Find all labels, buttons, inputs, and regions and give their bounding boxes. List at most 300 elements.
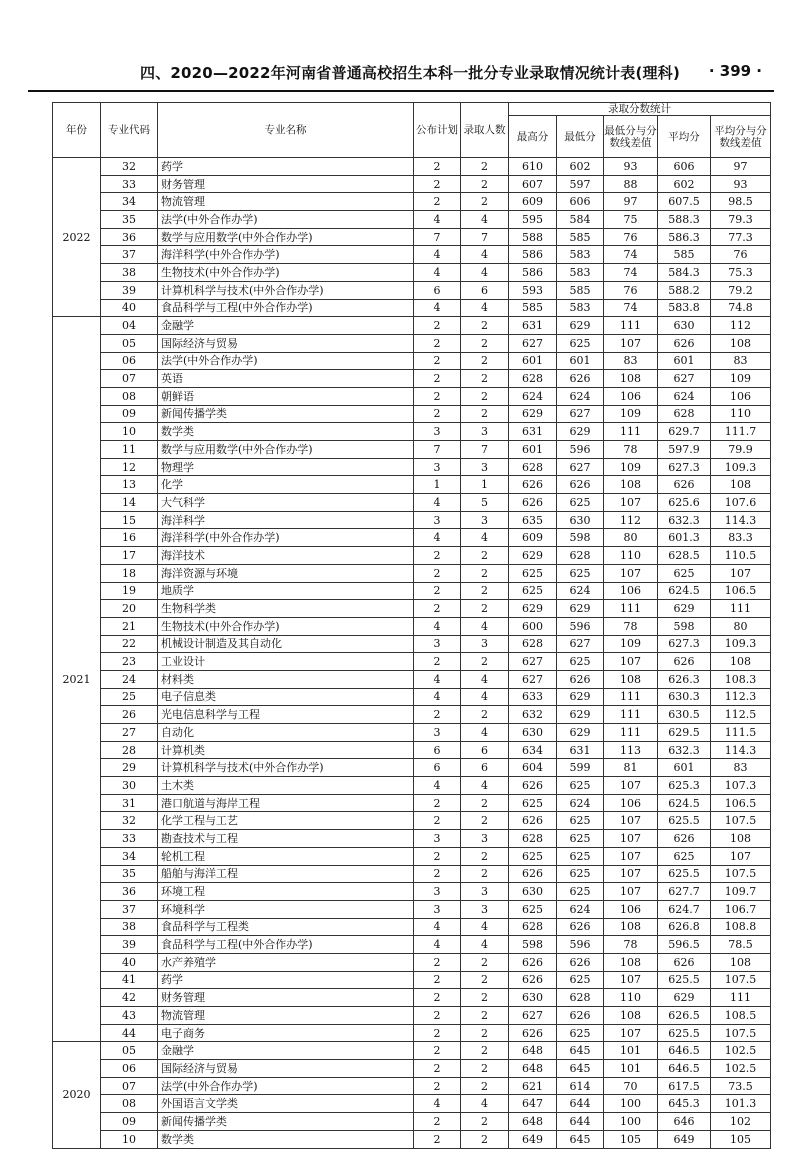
name-cell: 法学(中外合作办学) — [158, 1077, 414, 1095]
min-cell: 645 — [557, 1060, 604, 1078]
name-cell: 生物科学类 — [158, 600, 414, 618]
plan-cell: 3 — [414, 423, 461, 441]
avg-diff-cell: 107.5 — [711, 971, 771, 989]
avg-diff-cell: 107.3 — [711, 777, 771, 795]
table-row — [53, 741, 771, 759]
plan-cell: 2 — [414, 989, 461, 1007]
avg-diff-cell: 111 — [711, 989, 771, 1007]
table-body — [53, 158, 771, 1149]
code-cell: 06 — [101, 1060, 158, 1078]
table-row — [53, 281, 771, 299]
code-cell: 30 — [101, 777, 158, 795]
table-row — [53, 1024, 771, 1042]
avg-diff-cell: 112.5 — [711, 706, 771, 724]
max-cell: 626 — [509, 971, 557, 989]
max-cell: 626 — [509, 1024, 557, 1042]
max-cell: 635 — [509, 511, 557, 529]
admitted-cell: 2 — [461, 370, 509, 388]
code-cell: 26 — [101, 706, 158, 724]
min-diff-cell: 76 — [604, 281, 658, 299]
plan-cell: 7 — [414, 441, 461, 459]
admitted-cell: 4 — [461, 777, 509, 795]
admission-table — [52, 102, 771, 1149]
admitted-cell: 3 — [461, 423, 509, 441]
code-cell: 16 — [101, 529, 158, 547]
avg-cell: 607.5 — [658, 193, 711, 211]
name-cell: 水产养殖学 — [158, 953, 414, 971]
admitted-cell: 2 — [461, 582, 509, 600]
avg-diff-cell: 110.5 — [711, 547, 771, 565]
avg-cell: 624.7 — [658, 900, 711, 918]
code-cell: 12 — [101, 458, 158, 476]
min-diff-cell: 81 — [604, 759, 658, 777]
code-cell: 15 — [101, 511, 158, 529]
min-cell: 627 — [557, 458, 604, 476]
code-cell: 36 — [101, 883, 158, 901]
admitted-cell: 3 — [461, 458, 509, 476]
table-row — [53, 635, 771, 653]
table-row — [53, 777, 771, 795]
min-diff-cell: 78 — [604, 441, 658, 459]
admitted-cell: 2 — [461, 1007, 509, 1025]
admitted-cell: 2 — [461, 387, 509, 405]
name-cell: 法学(中外合作办学) — [158, 211, 414, 229]
avg-diff-cell: 83 — [711, 352, 771, 370]
admitted-cell: 6 — [461, 759, 509, 777]
min-diff-cell: 108 — [604, 476, 658, 494]
max-cell: 627 — [509, 1007, 557, 1025]
max-cell: 648 — [509, 1042, 557, 1060]
max-cell: 601 — [509, 352, 557, 370]
name-cell: 数学类 — [158, 423, 414, 441]
min-diff-cell: 106 — [604, 387, 658, 405]
name-cell: 轮机工程 — [158, 847, 414, 865]
name-cell: 环境科学 — [158, 900, 414, 918]
min-diff-cell: 107 — [604, 777, 658, 795]
min-cell: 625 — [557, 564, 604, 582]
avg-diff-cell: 111.7 — [711, 423, 771, 441]
name-cell: 材料类 — [158, 670, 414, 688]
min-diff-cell: 108 — [604, 370, 658, 388]
admitted-cell: 2 — [461, 1130, 509, 1148]
avg-cell: 626.5 — [658, 1007, 711, 1025]
min-cell: 625 — [557, 865, 604, 883]
header-avg-diff: 平均分与分数线差值 — [711, 116, 771, 158]
table-row — [53, 264, 771, 282]
admitted-cell: 6 — [461, 281, 509, 299]
code-cell: 41 — [101, 971, 158, 989]
avg-diff-cell: 108 — [711, 953, 771, 971]
max-cell: 624 — [509, 387, 557, 405]
code-cell: 08 — [101, 387, 158, 405]
avg-cell: 588.2 — [658, 281, 711, 299]
table-row — [53, 971, 771, 989]
code-cell: 40 — [101, 953, 158, 971]
avg-diff-cell: 114.3 — [711, 511, 771, 529]
code-cell: 04 — [101, 317, 158, 335]
avg-cell: 601 — [658, 759, 711, 777]
table-row — [53, 883, 771, 901]
table-row — [53, 211, 771, 229]
plan-cell: 3 — [414, 900, 461, 918]
min-diff-cell: 111 — [604, 706, 658, 724]
min-cell: 626 — [557, 918, 604, 936]
max-cell: 626 — [509, 777, 557, 795]
min-diff-cell: 76 — [604, 228, 658, 246]
name-cell: 新闻传播学类 — [158, 1113, 414, 1131]
table-row — [53, 441, 771, 459]
min-cell: 624 — [557, 387, 604, 405]
code-cell: 21 — [101, 617, 158, 635]
code-cell: 44 — [101, 1024, 158, 1042]
table-row — [53, 600, 771, 618]
max-cell: 647 — [509, 1095, 557, 1113]
code-cell: 22 — [101, 635, 158, 653]
code-cell: 07 — [101, 370, 158, 388]
avg-cell: 624.5 — [658, 582, 711, 600]
avg-diff-cell: 106 — [711, 387, 771, 405]
avg-diff-cell: 109.3 — [711, 635, 771, 653]
min-diff-cell: 107 — [604, 812, 658, 830]
code-cell: 11 — [101, 441, 158, 459]
plan-cell: 2 — [414, 334, 461, 352]
avg-cell: 624 — [658, 387, 711, 405]
name-cell: 工业设计 — [158, 653, 414, 671]
table-row — [53, 847, 771, 865]
avg-cell: 626 — [658, 334, 711, 352]
min-diff-cell: 107 — [604, 494, 658, 512]
name-cell: 药学 — [158, 971, 414, 989]
name-cell: 计算机科学与技术(中外合作办学) — [158, 759, 414, 777]
avg-cell: 624.5 — [658, 794, 711, 812]
page-title: 四、2020—2022年河南省普通高校招生本科一批分专业录取情况统计表(理科) — [140, 64, 681, 82]
plan-cell: 2 — [414, 405, 461, 423]
table-row — [53, 547, 771, 565]
code-cell: 27 — [101, 724, 158, 742]
plan-cell: 4 — [414, 670, 461, 688]
avg-cell: 626 — [658, 953, 711, 971]
min-cell: 583 — [557, 264, 604, 282]
table-row — [53, 830, 771, 848]
avg-diff-cell: 108.3 — [711, 670, 771, 688]
avg-cell: 630 — [658, 317, 711, 335]
max-cell: 631 — [509, 317, 557, 335]
min-diff-cell: 107 — [604, 971, 658, 989]
year-cell: 2020 — [53, 1042, 101, 1148]
code-cell: 35 — [101, 211, 158, 229]
avg-diff-cell: 106.5 — [711, 582, 771, 600]
table-row — [53, 370, 771, 388]
avg-diff-cell: 108 — [711, 476, 771, 494]
avg-diff-cell: 76 — [711, 246, 771, 264]
name-cell: 化学 — [158, 476, 414, 494]
admitted-cell: 2 — [461, 706, 509, 724]
admitted-cell: 2 — [461, 564, 509, 582]
code-cell: 33 — [101, 175, 158, 193]
admitted-cell: 7 — [461, 441, 509, 459]
min-cell: 625 — [557, 883, 604, 901]
min-cell: 626 — [557, 1007, 604, 1025]
name-cell: 电子信息类 — [158, 688, 414, 706]
table-row — [53, 387, 771, 405]
admitted-cell: 4 — [461, 670, 509, 688]
max-cell: 627 — [509, 653, 557, 671]
avg-cell: 627 — [658, 370, 711, 388]
max-cell: 598 — [509, 936, 557, 954]
avg-cell: 632.3 — [658, 741, 711, 759]
admitted-cell: 4 — [461, 918, 509, 936]
admitted-cell: 2 — [461, 794, 509, 812]
plan-cell: 3 — [414, 830, 461, 848]
min-diff-cell: 100 — [604, 1113, 658, 1131]
code-cell: 13 — [101, 476, 158, 494]
admitted-cell: 2 — [461, 600, 509, 618]
avg-cell: 629.5 — [658, 724, 711, 742]
min-cell: 625 — [557, 1024, 604, 1042]
min-cell: 629 — [557, 600, 604, 618]
admitted-cell: 2 — [461, 352, 509, 370]
name-cell: 数学与应用数学(中外合作办学) — [158, 441, 414, 459]
plan-cell: 4 — [414, 777, 461, 795]
code-cell: 09 — [101, 1113, 158, 1131]
table-row — [53, 511, 771, 529]
table-row — [53, 706, 771, 724]
name-cell: 数学类 — [158, 1130, 414, 1148]
name-cell: 地质学 — [158, 582, 414, 600]
avg-diff-cell: 108 — [711, 334, 771, 352]
max-cell: 626 — [509, 494, 557, 512]
header-rule — [28, 90, 774, 92]
name-cell: 数学与应用数学(中外合作办学) — [158, 228, 414, 246]
max-cell: 648 — [509, 1113, 557, 1131]
max-cell: 626 — [509, 476, 557, 494]
min-cell: 601 — [557, 352, 604, 370]
admitted-cell: 2 — [461, 653, 509, 671]
min-diff-cell: 83 — [604, 352, 658, 370]
plan-cell: 2 — [414, 1024, 461, 1042]
max-cell: 585 — [509, 299, 557, 317]
min-cell: 631 — [557, 741, 604, 759]
avg-cell: 601 — [658, 352, 711, 370]
max-cell: 586 — [509, 246, 557, 264]
min-diff-cell: 111 — [604, 688, 658, 706]
min-cell: 625 — [557, 971, 604, 989]
avg-cell: 596.5 — [658, 936, 711, 954]
avg-diff-cell: 105 — [711, 1130, 771, 1148]
min-diff-cell: 80 — [604, 529, 658, 547]
table-row — [53, 564, 771, 582]
min-cell: 629 — [557, 724, 604, 742]
avg-diff-cell: 107.5 — [711, 865, 771, 883]
avg-diff-cell: 108.5 — [711, 1007, 771, 1025]
max-cell: 629 — [509, 600, 557, 618]
name-cell: 财务管理 — [158, 175, 414, 193]
avg-cell: 626 — [658, 476, 711, 494]
code-cell: 08 — [101, 1095, 158, 1113]
admitted-cell: 3 — [461, 511, 509, 529]
admitted-cell: 4 — [461, 617, 509, 635]
avg-diff-cell: 110 — [711, 405, 771, 423]
max-cell: 633 — [509, 688, 557, 706]
avg-diff-cell: 109.3 — [711, 458, 771, 476]
name-cell: 船舶与海洋工程 — [158, 865, 414, 883]
max-cell: 586 — [509, 264, 557, 282]
admitted-cell: 4 — [461, 246, 509, 264]
plan-cell: 2 — [414, 812, 461, 830]
avg-cell: 649 — [658, 1130, 711, 1148]
max-cell: 627 — [509, 670, 557, 688]
max-cell: 629 — [509, 405, 557, 423]
admitted-cell: 4 — [461, 936, 509, 954]
min-cell: 624 — [557, 582, 604, 600]
table-row — [53, 529, 771, 547]
table-row — [53, 299, 771, 317]
table-row — [53, 1060, 771, 1078]
min-cell: 625 — [557, 812, 604, 830]
max-cell: 634 — [509, 741, 557, 759]
avg-cell: 598 — [658, 617, 711, 635]
min-cell: 598 — [557, 529, 604, 547]
min-diff-cell: 109 — [604, 635, 658, 653]
table-row — [53, 653, 771, 671]
plan-cell: 2 — [414, 582, 461, 600]
code-cell: 20 — [101, 600, 158, 618]
code-cell: 05 — [101, 334, 158, 352]
plan-cell: 4 — [414, 299, 461, 317]
min-cell: 596 — [557, 936, 604, 954]
table-row — [53, 724, 771, 742]
min-diff-cell: 101 — [604, 1060, 658, 1078]
admitted-cell: 2 — [461, 547, 509, 565]
admitted-cell: 2 — [461, 847, 509, 865]
min-diff-cell: 78 — [604, 936, 658, 954]
admitted-cell: 2 — [461, 1113, 509, 1131]
name-cell: 海洋科学(中外合作办学) — [158, 246, 414, 264]
table-row — [53, 688, 771, 706]
max-cell: 601 — [509, 441, 557, 459]
avg-cell: 625.5 — [658, 865, 711, 883]
avg-diff-cell: 102.5 — [711, 1042, 771, 1060]
admitted-cell: 2 — [461, 989, 509, 1007]
min-cell: 627 — [557, 405, 604, 423]
admitted-cell: 2 — [461, 334, 509, 352]
min-cell: 624 — [557, 794, 604, 812]
min-diff-cell: 108 — [604, 918, 658, 936]
table-row — [53, 670, 771, 688]
plan-cell: 2 — [414, 1113, 461, 1131]
plan-cell: 2 — [414, 370, 461, 388]
table-row — [53, 989, 771, 1007]
table-row — [53, 1130, 771, 1148]
admitted-cell: 4 — [461, 264, 509, 282]
admitted-cell: 4 — [461, 724, 509, 742]
plan-cell: 4 — [414, 918, 461, 936]
avg-diff-cell: 107.5 — [711, 812, 771, 830]
max-cell: 625 — [509, 900, 557, 918]
header-year: 年份 — [53, 103, 101, 158]
code-cell: 40 — [101, 299, 158, 317]
avg-cell: 626.8 — [658, 918, 711, 936]
avg-diff-cell: 97 — [711, 158, 771, 176]
avg-cell: 601.3 — [658, 529, 711, 547]
avg-diff-cell: 109 — [711, 370, 771, 388]
avg-cell: 583.8 — [658, 299, 711, 317]
max-cell: 649 — [509, 1130, 557, 1148]
avg-diff-cell: 101.3 — [711, 1095, 771, 1113]
name-cell: 国际经济与贸易 — [158, 334, 414, 352]
table-row — [53, 953, 771, 971]
admitted-cell: 4 — [461, 1095, 509, 1113]
max-cell: 609 — [509, 529, 557, 547]
avg-cell: 585 — [658, 246, 711, 264]
name-cell: 化学工程与工艺 — [158, 812, 414, 830]
max-cell: 604 — [509, 759, 557, 777]
max-cell: 621 — [509, 1077, 557, 1095]
page-number: · 399 · — [708, 62, 762, 80]
code-cell: 37 — [101, 900, 158, 918]
min-cell: 625 — [557, 494, 604, 512]
min-cell: 625 — [557, 830, 604, 848]
admitted-cell: 3 — [461, 830, 509, 848]
plan-cell: 2 — [414, 175, 461, 193]
min-cell: 629 — [557, 317, 604, 335]
plan-cell: 3 — [414, 724, 461, 742]
avg-cell: 626 — [658, 653, 711, 671]
avg-cell: 625.6 — [658, 494, 711, 512]
admitted-cell: 3 — [461, 883, 509, 901]
plan-cell: 2 — [414, 352, 461, 370]
code-cell: 35 — [101, 865, 158, 883]
plan-cell: 2 — [414, 1060, 461, 1078]
min-diff-cell: 110 — [604, 547, 658, 565]
table-row — [53, 317, 771, 335]
plan-cell: 2 — [414, 1042, 461, 1060]
table-row — [53, 193, 771, 211]
avg-diff-cell: 79.9 — [711, 441, 771, 459]
avg-diff-cell: 111 — [711, 600, 771, 618]
table-row — [53, 458, 771, 476]
min-diff-cell: 74 — [604, 299, 658, 317]
name-cell: 朝鲜语 — [158, 387, 414, 405]
code-cell: 09 — [101, 405, 158, 423]
code-cell: 37 — [101, 246, 158, 264]
table-row — [53, 334, 771, 352]
code-cell: 23 — [101, 653, 158, 671]
max-cell: 628 — [509, 830, 557, 848]
code-cell: 38 — [101, 264, 158, 282]
header-score-group: 录取分数统计 — [509, 103, 771, 116]
admitted-cell: 2 — [461, 317, 509, 335]
min-cell: 626 — [557, 476, 604, 494]
min-diff-cell: 106 — [604, 582, 658, 600]
min-diff-cell: 88 — [604, 175, 658, 193]
code-cell: 33 — [101, 830, 158, 848]
avg-cell: 629.7 — [658, 423, 711, 441]
name-cell: 英语 — [158, 370, 414, 388]
max-cell: 600 — [509, 617, 557, 635]
table-row — [53, 158, 771, 176]
table-row — [53, 865, 771, 883]
table-row — [53, 936, 771, 954]
max-cell: 626 — [509, 865, 557, 883]
avg-cell: 617.5 — [658, 1077, 711, 1095]
avg-cell: 627.3 — [658, 458, 711, 476]
avg-diff-cell: 112.3 — [711, 688, 771, 706]
table-row — [53, 812, 771, 830]
admitted-cell: 6 — [461, 741, 509, 759]
page-header — [40, 62, 762, 86]
admitted-cell: 4 — [461, 211, 509, 229]
